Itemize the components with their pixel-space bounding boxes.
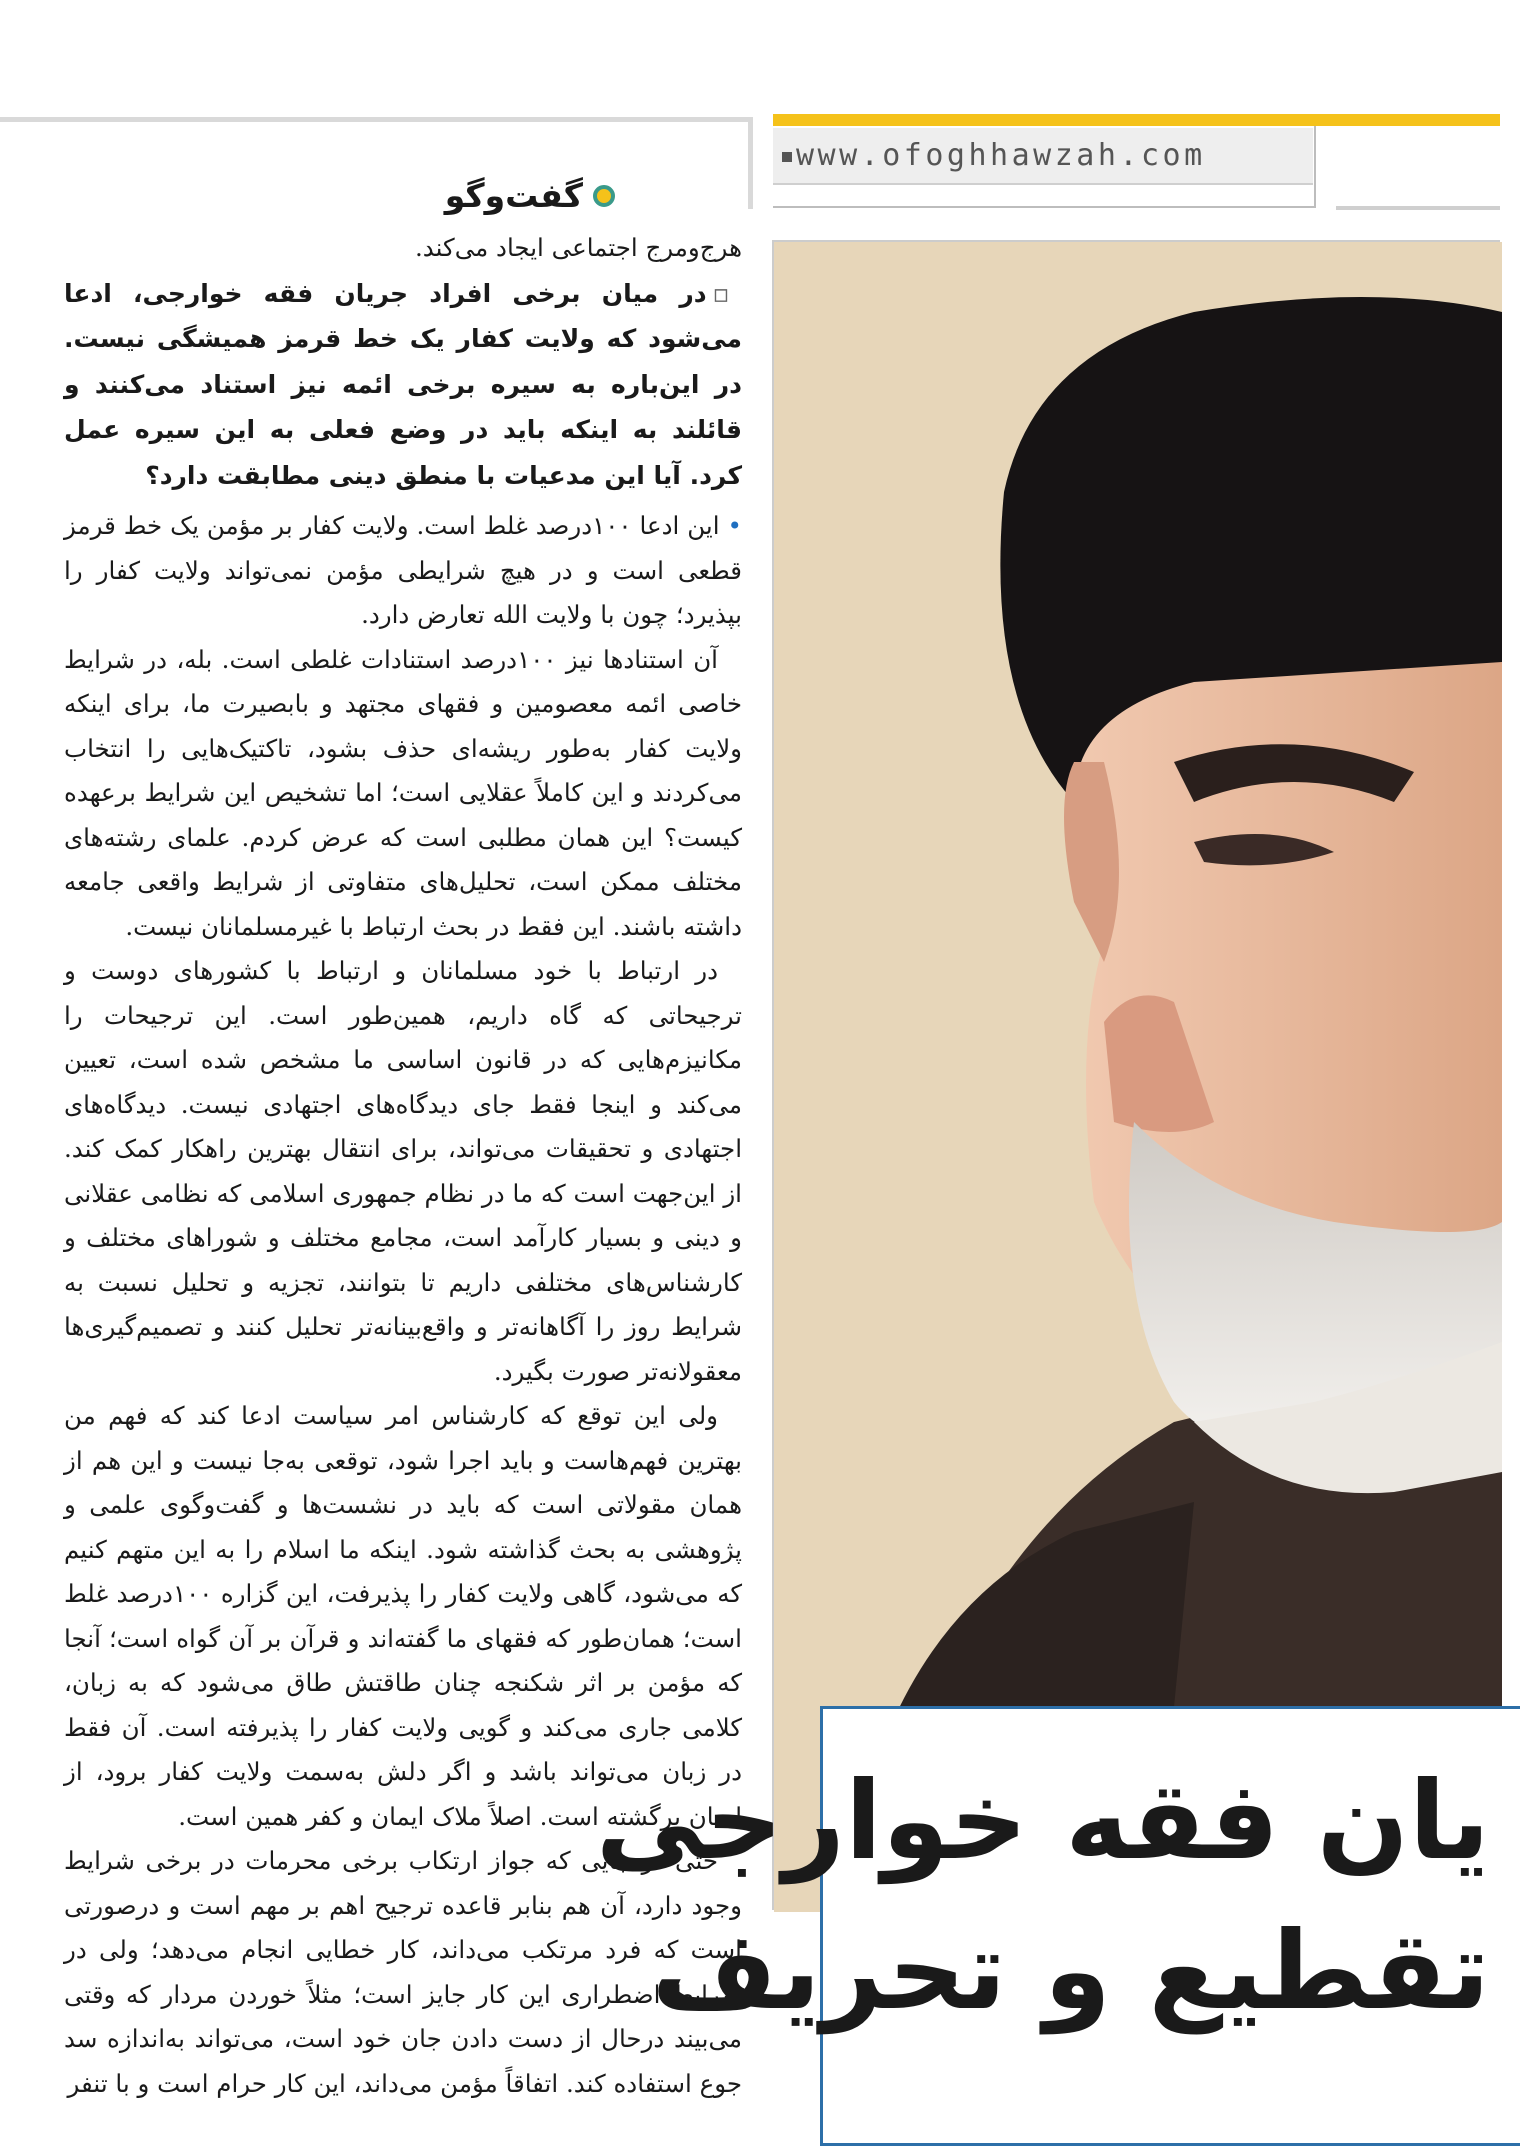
question-square-icon: ▫ <box>712 278 742 308</box>
interview-answer <box>64 504 742 638</box>
site-url-text: www.ofoghhawzah.com <box>796 138 1206 173</box>
section-title: گفت‌وگو <box>444 176 583 215</box>
accent-bar <box>773 114 1500 126</box>
article-paragraph: هرج‌ومرج اجتماعی ایجاد می‌کند. <box>415 233 742 262</box>
article-paragraph: آن استنادها نیز ۱۰۰درصد استنادات غلطی است. بله، در شرایط خاصی ائمه معصومین و فقهای مجتهد و بابصیرت ما، برای اینکه ولایت کفار به‌طور ریشه‌ای حذف بشود، تاکتیک‌هایی را انتخاب می‌کردند و این کاملاً عقلایی است؛ اما تشخیص این شرایط برعهده کیست؟ این همان مطلبی است که عرض کردم. علمای رشته‌های مختلف ممکن است، تحلیل‌های متفاوتی از شرایط واقعی جامعه داشته باشند. این فقط در بحث ارتباط با غیرمسلمانان نیست. <box>64 644 742 941</box>
article-paragraph: ولی این توقع که کارشناس امر سیاست ادعا کند که فهم من بهترین فهم‌هاست و باید اجرا شود، توقعی به‌جا نیست و این هم از همان مقولاتی است که باید در نشست‌ها و گفت‌وگوی علمی و پژوهشی به بحث گذاشته شود. اینکه ما اسلام را به این متهم کنیم که می‌شود، گاهی ولایت کفار را پذیرفت، این گزاره ۱۰۰درصد غلط است؛ همان‌طور که فقهای ما گفته‌اند و قرآن بر آن گواه است؛ آنجا که مؤمن بر اثر شکنجه چنان طاقتش طاق می‌شود که به زبان، کلامی جاری می‌کند و گویی ولایت کفار را پذیرفته است. آن فقط در زبان می‌تواند باشد و اگر دلش به‌سمت ولایت کفار برود، از ایمان برگشته است. اصلاً ملاک ایمان و کفر همین است. <box>64 1401 742 1831</box>
headline-line-1: یان فقه خوارجی <box>595 1759 1490 1884</box>
portrait-photo <box>772 240 1500 1910</box>
column-frame <box>748 117 753 209</box>
answer-bullet-icon: • <box>727 511 742 540</box>
answer-text: این ادعا ۱۰۰درصد غلط است. ولایت کفار بر مؤمن یک خط قرمز قطعی است و در هیچ شرایطی مؤمن نمی‌تواند ولایت کفار را بپذیرد؛ چون با ولایت الله تعارض دارد. <box>64 511 742 629</box>
top-rule <box>0 117 752 122</box>
portrait-illustration <box>774 242 1502 1912</box>
square-bullet-icon <box>782 152 792 162</box>
question-text: در میان برخی افراد جریان فقه خوارجی، ادعا می‌شود که ولایت کفار یک خط قرمز همیشگی نیست. در این‌باره به سیره برخی ائمه نیز استناد می‌کنند و قائلند به اینکه باید در وضع فعلی به این سیره عمل کرد. آیا این مدعیات با منطق دینی مطابقت دارد؟ <box>64 278 742 490</box>
interview-question <box>64 271 742 499</box>
section-dot-icon <box>593 185 615 207</box>
section-header <box>445 176 615 215</box>
site-url[interactable] <box>782 138 1206 173</box>
article-paragraph: حتی در جایی که جواز ارتکاب برخی محرمات در برخی شرایط وجود دارد، آن هم بنابر قاعده ترجیح اهم بر مهم است و درصورتی است که فرد مرتکب می‌داند، کار خطایی انجام می‌دهد؛ ولی در شرایط اضطراری این کار جایز است؛ مثلاً خوردن مردار که وقتی می‌بیند درحال از دست دادن جان خود است، می‌تواند به‌اندازه سد جوع استفاده کند. اتفاقاً مؤمن می‌داند، این کار حرام است و با تنفر <box>64 1846 742 2098</box>
headline-box <box>595 1706 1520 2146</box>
headline-line-2: تقطیع و تحریف <box>651 1909 1490 2034</box>
article-paragraph: در ارتباط با خود مسلمانان و ارتباط با کشورهای دوست و ترجیحاتی که گاه داریم، همین‌طور است. این ترجیحات را مکانیزم‌هایی که در قانون اساسی ما مشخص شده است، تعیین می‌کند و اینجا فقط جای دیدگاه‌های اجتهادی نیست. دیدگاه‌های اجتهادی و تحقیقات می‌تواند، برای انتقال بهترین راهکار کمک کند. از این‌جهت است که ما در نظام جمهوری اسلامی که نظامی عقلانی و دینی و بسیار کارآمد است، مجامع مختلف و شوراهای مختلف و کارشناس‌های مختلفی داریم تا بتوانند، تجزیه و تحلیل نسبت به شرایط روز را آگاهانه‌تر و واقع‌بینانه‌تر تحلیل کنند و تصمیم‌گیری‌ها معقولانه‌تر صورت بگیرد. <box>64 956 742 1386</box>
right-rule <box>1336 206 1500 210</box>
